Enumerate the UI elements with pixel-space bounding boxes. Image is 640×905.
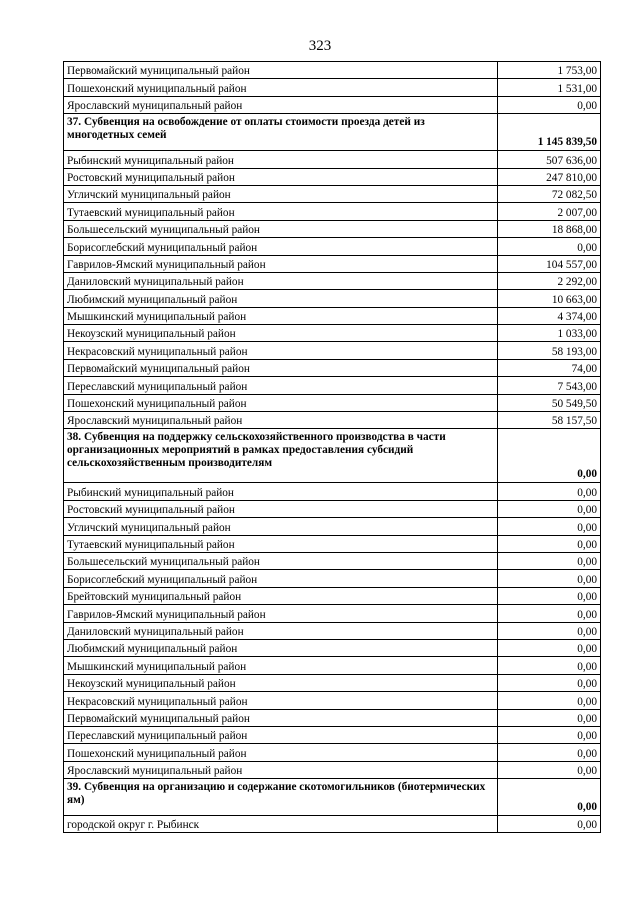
table-row [64,657,601,674]
district-name: Некрасовский муниципальный район [64,342,498,359]
amount-value: 50 549,50 [498,394,601,411]
table-row [64,639,601,656]
district-name: Ростовский муниципальный район [64,168,498,185]
district-name: Ростовский муниципальный район [64,500,498,517]
district-name: городской округ г. Рыбинск [64,816,498,833]
district-name: Первомайский муниципальный район [64,359,498,376]
district-name: Большесельский муниципальный район [64,220,498,237]
table-row [64,709,601,726]
amount-value: 1 033,00 [498,325,601,342]
amount-value: 10 663,00 [498,290,601,307]
district-name: Угличский муниципальный район [64,185,498,202]
district-name: Некоузский муниципальный район [64,325,498,342]
table-row [64,255,601,272]
amount-value: 0,00 [498,657,601,674]
district-name: Мышкинский муниципальный район [64,307,498,324]
table-row [64,761,601,778]
district-name: Гаврилов-Ямский муниципальный район [64,255,498,272]
amount-value: 0,00 [498,518,601,535]
table-row [64,500,601,517]
table-row [64,79,601,96]
amount-value: 0,00 [498,692,601,709]
district-name: Даниловский муниципальный район [64,272,498,289]
district-name: Некоузский муниципальный район [64,674,498,691]
section-total: 0,00 [498,779,601,816]
table-row [64,394,601,411]
table-row [64,185,601,202]
district-name: Ярославский муниципальный район [64,412,498,429]
table-row [64,377,601,394]
amount-value: 4 374,00 [498,307,601,324]
district-name: Даниловский муниципальный район [64,622,498,639]
amount-value: 0,00 [498,238,601,255]
amount-value: 0,00 [498,96,601,113]
district-name: Тутаевский муниципальный район [64,203,498,220]
table-row [64,726,601,743]
amount-value: 0,00 [498,535,601,552]
table-row [64,570,601,587]
district-name: Первомайский муниципальный район [64,62,498,79]
amount-value: 0,00 [498,639,601,656]
district-name: Гаврилов-Ямский муниципальный район [64,605,498,622]
section-title: 37. Субвенция на освобождение от оплаты стоимости проезда детей из многодетных семей [64,114,498,151]
table-body [64,62,601,833]
district-name: Тутаевский муниципальный район [64,535,498,552]
amount-value: 0,00 [498,761,601,778]
district-name: Большесельский муниципальный район [64,552,498,569]
district-name: Угличский муниципальный район [64,518,498,535]
district-name: Борисоглебский муниципальный район [64,238,498,255]
amount-value: 1 753,00 [498,62,601,79]
amount-value: 0,00 [498,622,601,639]
table-row [64,744,601,761]
district-name: Ярославский муниципальный район [64,761,498,778]
table-row [64,203,601,220]
table-row [64,342,601,359]
district-name: Первомайский муниципальный район [64,709,498,726]
amount-value: 58 193,00 [498,342,601,359]
district-name: Брейтовский муниципальный район [64,587,498,604]
amount-value: 0,00 [498,587,601,604]
district-name: Ярославский муниципальный район [64,96,498,113]
section-header-row [64,114,601,151]
table-row [64,622,601,639]
amount-value: 0,00 [498,744,601,761]
table-row [64,96,601,113]
amount-value: 104 557,00 [498,255,601,272]
amount-value: 18 868,00 [498,220,601,237]
amount-value: 0,00 [498,605,601,622]
amount-value: 0,00 [498,709,601,726]
table-row [64,605,601,622]
table-row [64,692,601,709]
district-name: Мышкинский муниципальный район [64,657,498,674]
table-row [64,272,601,289]
table-row [64,62,601,79]
district-name: Борисоглебский муниципальный район [64,570,498,587]
table-row [64,816,601,833]
district-name: Рыбинский муниципальный район [64,151,498,168]
page-number: 323 [308,38,332,54]
table-row [64,518,601,535]
table-row [64,220,601,237]
amount-value: 0,00 [498,816,601,833]
section-header-row [64,779,601,816]
section-title: 39. Субвенция на организацию и содержание скотомогильников (биотермических ям) [64,779,498,816]
amount-value: 2 292,00 [498,272,601,289]
table-row [64,552,601,569]
amount-value: 7 543,00 [498,377,601,394]
amount-value: 2 007,00 [498,203,601,220]
district-name: Переславский муниципальный район [64,726,498,743]
section-total: 1 145 839,50 [498,114,601,151]
amount-value: 74,00 [498,359,601,376]
table-row [64,587,601,604]
district-name: Пошехонский муниципальный район [64,394,498,411]
amount-value: 1 531,00 [498,79,601,96]
district-name: Некрасовский муниципальный район [64,692,498,709]
amount-value: 507 636,00 [498,151,601,168]
district-name: Переславский муниципальный район [64,377,498,394]
section-title: 38. Субвенция на поддержку сельскохозяйственного производства в части организационных мероприятий в рамках предоставления субсидий сельскохозяйственным производителям [64,429,498,483]
section-header-row [64,429,601,483]
table-row [64,535,601,552]
district-name: Любимский муниципальный район [64,290,498,307]
subvention-table [63,61,601,833]
amount-value: 0,00 [498,552,601,569]
amount-value: 0,00 [498,570,601,587]
amount-value: 72 082,50 [498,185,601,202]
table-row [64,412,601,429]
table-row [64,168,601,185]
district-name: Пошехонский муниципальный район [64,744,498,761]
table-row [64,483,601,500]
amount-value: 0,00 [498,500,601,517]
district-name: Любимский муниципальный район [64,639,498,656]
amount-value: 58 157,50 [498,412,601,429]
district-name: Рыбинский муниципальный район [64,483,498,500]
table-row [64,290,601,307]
amount-value: 0,00 [498,674,601,691]
table-row [64,151,601,168]
amount-value: 0,00 [498,726,601,743]
table-row [64,359,601,376]
table-row [64,325,601,342]
amount-value: 247 810,00 [498,168,601,185]
table-row [64,674,601,691]
table-row [64,238,601,255]
table-row [64,307,601,324]
district-name: Пошехонский муниципальный район [64,79,498,96]
section-total: 0,00 [498,429,601,483]
amount-value: 0,00 [498,483,601,500]
